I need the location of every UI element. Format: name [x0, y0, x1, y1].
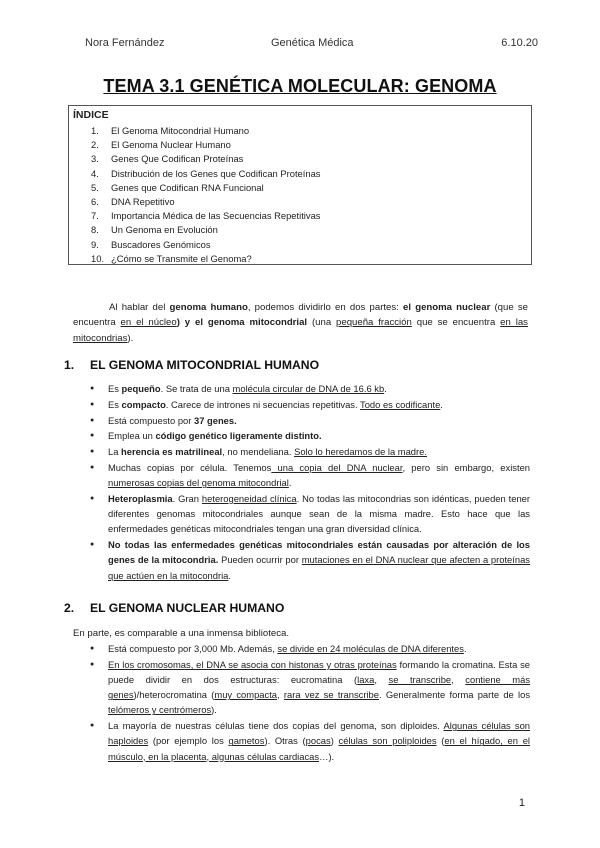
text: .: [384, 383, 387, 394]
page-number: 1: [518, 797, 525, 809]
underlined-text: telómeros y centrómeros: [108, 704, 212, 716]
bold-text: pequeño: [121, 383, 161, 394]
underlined-text: células son poliploides: [338, 735, 437, 747]
section-title: EL GENOMA NUCLEAR HUMANO: [90, 601, 285, 615]
text: .: [463, 643, 467, 654]
header-author: Nora Fernández: [85, 37, 165, 49]
list-item: [90, 460, 530, 490]
bold-text: el genoma nuclear: [403, 301, 491, 313]
underlined-text: en el núcleo: [120, 317, 177, 329]
underlined-text: en el hígado, en el músculo, en la placenta, algunas células cardiacas: [108, 735, 530, 762]
text: . Carece de intrones ni secuencias repetitivas.: [165, 398, 361, 410]
text: .: [228, 569, 232, 581]
index-item-label: El Genoma Mitocondrial Humano: [111, 125, 250, 136]
text: )/heterocromatina (: [133, 689, 215, 701]
section-title: EL GENOMA MITOCONDRIAL HUMANO: [90, 358, 320, 372]
text: La mayoría de nuestras células tiene dos copias del genoma, son diploides.: [108, 720, 444, 732]
index-item-number: 7.: [91, 210, 99, 222]
text: Es: [108, 383, 122, 394]
underlined-text: laxa: [357, 674, 375, 685]
list-item: [90, 413, 530, 428]
underlined-text: muy compacta: [214, 689, 278, 701]
index-item-label: El Genoma Nuclear Humano: [111, 139, 231, 151]
bold-text: genoma humano: [169, 301, 248, 313]
text: .: [288, 477, 292, 489]
text: Está compuesto por 3,000 Mb. Además,: [108, 643, 278, 654]
underlined-text: una copia del DNA nuclear: [271, 461, 403, 473]
index-item-number: 6.: [91, 195, 99, 207]
header-date: 6.10.20: [501, 37, 538, 49]
index-item-label: Distribución de los Genes que Codifican Proteínas: [111, 167, 321, 179]
underlined-text: pequeña fracción: [336, 317, 412, 329]
text: (por ejemplo los: [148, 735, 229, 747]
text: ): [330, 735, 339, 747]
index-item: [73, 181, 531, 195]
text: , no mendeliana.: [222, 446, 295, 458]
index-item-number: 3.: [91, 153, 99, 165]
text: . Gran: [172, 492, 202, 504]
text: Pueden ocurrir por: [218, 554, 302, 566]
index-item: [73, 167, 531, 181]
index-item: [73, 223, 531, 237]
text: Emplea un: [108, 430, 156, 442]
text: ,: [451, 674, 466, 685]
text: Al hablar del: [109, 301, 170, 313]
section-1-heading: [64, 358, 319, 372]
list-item: [90, 381, 530, 396]
index-item-number: 2.: [91, 139, 99, 151]
text: ).: [127, 332, 134, 344]
index-item: [73, 138, 531, 152]
underlined-text: rara vez se transcribe: [283, 689, 379, 701]
text: ).: [211, 704, 217, 716]
text: Es: [108, 398, 122, 410]
underlined-text: se divide en 24 moléculas de DNA diferentes: [277, 643, 464, 654]
bold-text: Heteroplasmia: [108, 492, 173, 504]
index-item-label: ¿Cómo se Transmite el Genoma?: [111, 252, 252, 264]
text: (una: [307, 317, 337, 329]
text: …).: [319, 750, 335, 762]
text: que se encuentra: [411, 317, 501, 329]
list-item: [90, 657, 530, 718]
index-item-number: 8.: [91, 224, 99, 236]
index-item-number: 1.: [91, 125, 99, 136]
underlined-text: Solo lo heredamos de la madre.: [294, 446, 427, 458]
list-item: [90, 428, 530, 443]
index-item-label: Buscadores Genómicos: [111, 238, 211, 250]
underlined-text: molécula circular de DNA de 16.6 kb: [232, 383, 385, 394]
section-2-heading: [64, 601, 284, 615]
text: , podemos dividirlo en dos partes:: [247, 301, 404, 313]
index-item-label: Importancia Médica de las Secuencias Repetitivas: [111, 210, 321, 222]
index-item-label: DNA Repetitivo: [111, 195, 175, 207]
section-1-bullets: [90, 381, 530, 583]
index-heading: ÍNDICE: [73, 109, 109, 121]
index-item: [73, 195, 531, 209]
index-item: [73, 209, 531, 223]
bold-text: código genético ligeramente distinto.: [155, 430, 322, 442]
index-item-label: Un Genoma en Evolución: [111, 224, 218, 236]
section-2-bullets: [90, 641, 530, 764]
bold-text: compacto: [121, 398, 166, 410]
text: . Generalmente forma parte de los: [378, 689, 531, 701]
index-item-number: 9.: [91, 238, 99, 250]
list-item: [90, 444, 530, 459]
section-2-intro: En parte, es comparable a una inmensa biblioteca.: [73, 628, 289, 639]
list-item: [90, 718, 530, 764]
underlined-text: mutaciones en el DNA nuclear que afecten a proteínas que actúen en la mitocondria: [108, 554, 530, 581]
list-item: [90, 397, 530, 412]
text: ,: [277, 689, 284, 701]
text: (: [436, 735, 445, 747]
bold-text: 37 genes.: [193, 414, 237, 426]
underlined-text: En los cromosomas, el DNA se asocia con histonas y otras proteínas: [108, 658, 397, 670]
underlined-text: heterogeneidad clínica: [201, 492, 297, 504]
text: ). Otras (: [264, 735, 306, 747]
underlined-text: en las mitocondrias: [73, 317, 528, 344]
index-item-number: 4.: [91, 167, 99, 179]
index-box: [68, 105, 532, 265]
text: , pero sin embargo, existen: [402, 461, 530, 473]
list-item: [90, 491, 530, 537]
index-list: [73, 124, 531, 266]
underlined-text: gametos: [228, 735, 265, 747]
index-item-label: Genes Que Codifican Proteínas: [111, 153, 244, 165]
index-item-label: Genes que Codifican RNA Funcional: [111, 181, 264, 193]
bold-text: No todas las enfermedades genéticas mitocondriales están causadas por alteración de los genes de la mitocondria.: [108, 539, 530, 566]
header-subject: Genética Médica: [271, 37, 354, 49]
text: .: [440, 398, 443, 410]
bold-text: herencia es matrilineal: [121, 446, 223, 458]
list-item: [90, 537, 530, 583]
text: (que se encuentra: [73, 301, 529, 329]
underlined-text: Algunas células son haploides: [108, 720, 530, 747]
index-item-number: 10.: [91, 252, 105, 264]
index-item: [73, 252, 531, 266]
text: Está compuesto por: [108, 414, 194, 426]
page-title: TEMA 3.1 GENÉTICA MOLECULAR: GENOMA: [103, 76, 497, 96]
text: formando la cromatina. Esta se puede dividir en dos estructuras: eucromatina (: [108, 658, 530, 685]
text: Muchas copias por célula. Tenemos: [108, 461, 272, 473]
index-item-number: 5.: [91, 181, 99, 193]
text: . No todas las mitocondrias son idénticas, pueden tener diferentes genomas mitocondriales aunque sean de la misma madre. Esto hace que las enfermedades genéticas mitocondriales tengan una gran diversidad clínica.: [108, 492, 530, 535]
text: . Se trata de una: [160, 383, 233, 394]
text: La: [108, 446, 122, 458]
intro-paragraph: [73, 300, 528, 347]
underlined-text: se transcribe: [388, 674, 452, 685]
list-item: [90, 641, 530, 656]
section-number: 2.: [64, 601, 75, 615]
index-item: [73, 124, 531, 138]
underlined-text: contiene más genes: [108, 674, 531, 701]
underlined-text: numerosas copias del genoma mitocondrial: [108, 477, 289, 489]
section-number: 1.: [64, 358, 75, 372]
bold-text: ) y el genoma mitocondrial: [176, 317, 308, 329]
text: ,: [374, 674, 389, 685]
underlined-text: Todo es codificante: [360, 398, 441, 410]
index-item: [73, 238, 531, 252]
index-item: [73, 152, 531, 166]
underlined-text: pocas: [305, 735, 331, 747]
